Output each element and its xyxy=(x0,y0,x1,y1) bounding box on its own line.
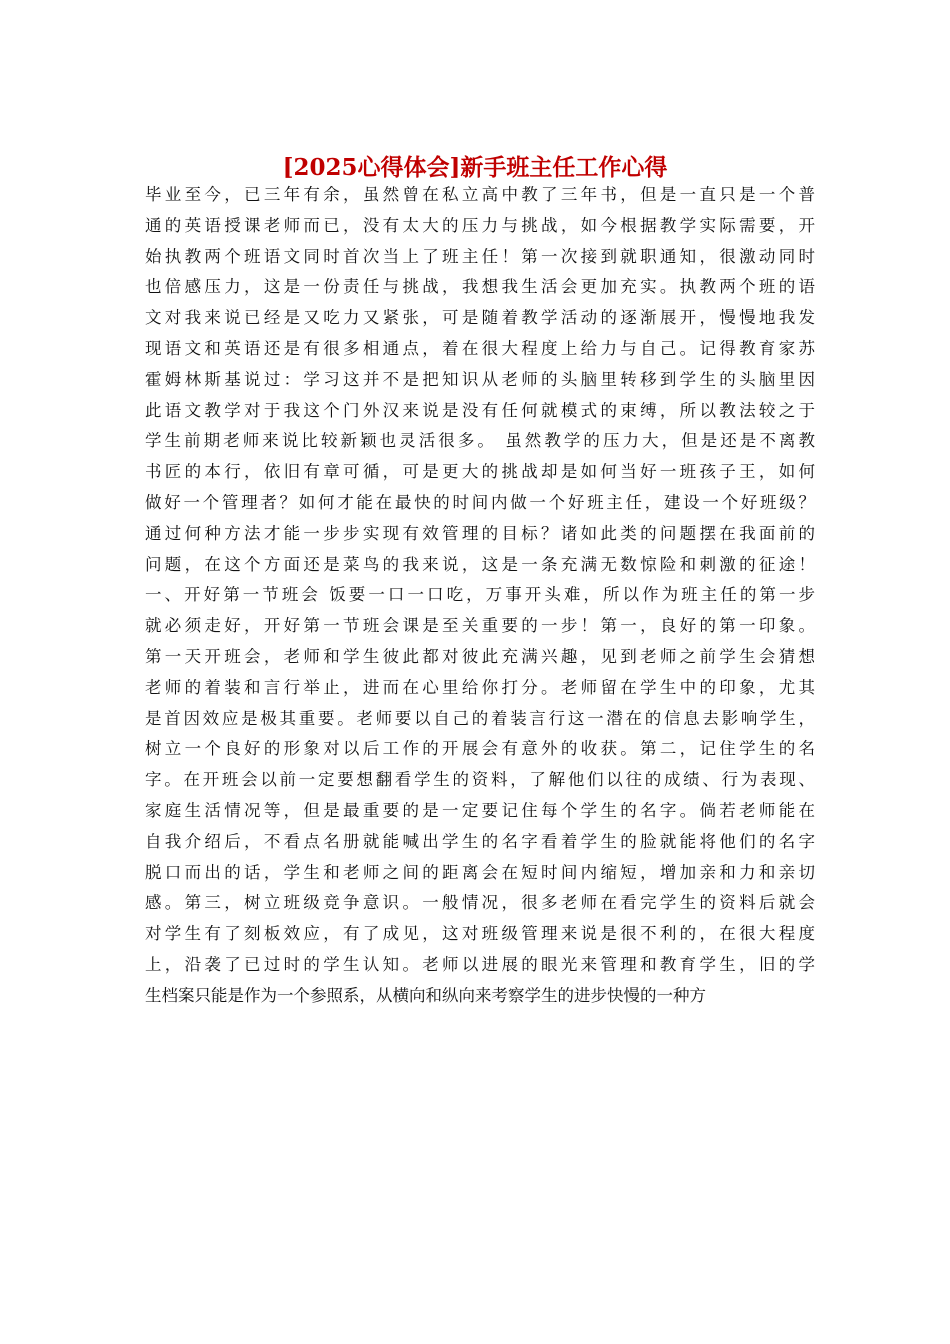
body-text-line: 书匠的本行，依旧有章可循，可是更大的挑战却是如何当好一班孩子王，如何 xyxy=(145,462,815,482)
body-text-line: 脱口而出的话，学生和老师之间的距离会在短时间内缩短，增加亲和力和亲切 xyxy=(145,862,815,882)
document-title: [2025心得体会]新手班主任工作心得 xyxy=(282,154,668,181)
body-text-line: 毕业至今，已三年有余，虽然曾在私立高中教了三年书，但是一直只是一个普 xyxy=(145,185,815,204)
body-text-line: 自我介绍后，不看点名册就能喊出学生的名字看着学生的脸就能将他们的名字 xyxy=(145,831,815,851)
body-text-line: 通的英语授课老师而已，没有太大的压力与挑战，如今根据教学实际需要，开 xyxy=(145,215,815,235)
body-text-line: 问题，在这个方面还是菜鸟的我来说，这是一条充满无数惊险和刺激的征途！ xyxy=(145,554,815,574)
body-text-line: 此语文教学对于我这个门外汉来说是没有任何就模式的束缚，所以教法较之于 xyxy=(145,400,815,420)
body-text-line: 对学生有了刻板效应，有了成见，这对班级管理来说是很不利的，在很大程度 xyxy=(145,924,815,944)
body-text-line: 树立一个良好的形象对以后工作的开展会有意外的收获。第二，记住学生的名 xyxy=(145,739,815,759)
body-text-line: 学生前期老师来说比较新颖也灵活很多。 虽然教学的压力大，但是还是不离教 xyxy=(145,431,815,451)
body-text-line: 家庭生活情况等，但是最重要的是一定要记住每个学生的名字。倘若老师能在 xyxy=(145,800,815,820)
body-text-line: 文对我来说已经是又吃力又紧张，可是随着教学活动的逐渐展开，慢慢地我发 xyxy=(145,308,815,328)
body-text-line: 生档案只能是作为一个参照系，从横向和纵向来考察学生的进步快慢的一种方 xyxy=(145,985,706,1005)
body-text-line: 霍姆林斯基说过：学习这并不是把知识从老师的头脑里转移到学生的头脑里因 xyxy=(145,369,815,389)
body-text-line: 上，沿袭了已过时的学生认知。老师以进展的眼光来管理和教育学生，旧的学 xyxy=(145,954,815,974)
body-text-line: 做好一个管理者？如何才能在最快的时间内做一个好班主任，建设一个好班级？ xyxy=(145,492,815,512)
document-body xyxy=(145,180,815,1012)
body-text-line: 字。在开班会以前一定要想翻看学生的资料，了解他们以往的成绩、行为表现、 xyxy=(145,770,815,790)
body-text-line: 老师的着装和言行举止，进而在心里给你打分。老师留在学生中的印象，尤其 xyxy=(145,677,815,697)
body-text-line: 第一天开班会，老师和学生彼此都对彼此充满兴趣，见到老师之前学生会猜想 xyxy=(145,646,815,666)
body-text-line: 感。第三，树立班级竞争意识。一般情况，很多老师在看完学生的资料后就会 xyxy=(145,893,815,913)
body-text-line: 始执教两个班语文同时首次当上了班主任！第一次接到就职通知，很激动同时 xyxy=(145,246,815,266)
body-text-line: 一、开好第一节班会 饭要一口一口吃，万事开头难，所以作为班主任的第一步 xyxy=(145,585,815,605)
body-text-line: 通过何种方法才能一步步实现有效管理的目标？诸如此类的问题摆在我面前的 xyxy=(145,523,815,543)
body-text-line: 就必须走好，开好第一节班会课是至关重要的一步！第一，良好的第一印象。 xyxy=(145,616,815,636)
body-text-line: 现语文和英语还是有很多相通点，着在很大程度上给力与自己。记得教育家苏 xyxy=(145,338,815,358)
body-text-line: 是首因效应是极其重要。老师要以自己的着装言行这一潜在的信息去影响学生， xyxy=(145,708,815,728)
body-text-line: 也倍感压力，这是一份责任与挑战，我想我生活会更加充实。执教两个班的语 xyxy=(145,277,815,297)
